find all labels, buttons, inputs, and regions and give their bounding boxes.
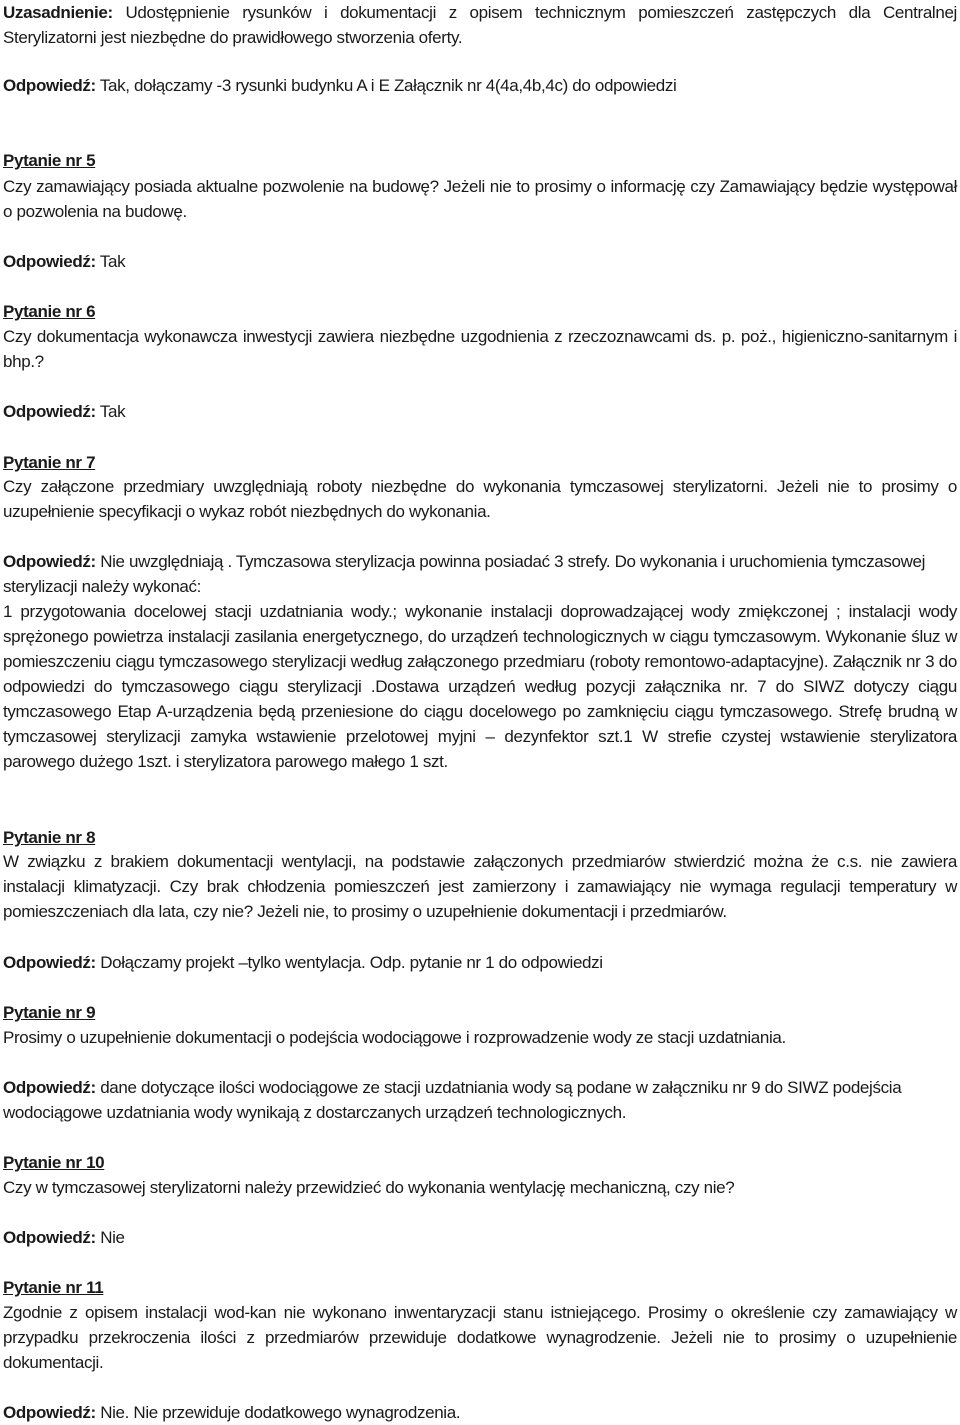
answer-paragraph [3, 1225, 957, 1250]
answer-label: Odpowiedź: [3, 1403, 96, 1422]
answer-paragraph [3, 549, 957, 599]
answer-text: Tak, dołączamy -3 rysunki budynku A i E Załącznik nr 4(4a,4b,4c) do odpowiedzi [99, 76, 677, 95]
question-text: Czy załączone przedmiary uwzględniają roboty niezbędne do wykonania tymczasowej sterylizatorni. Jeżeli nie to prosimy o uzupełnienie specyfikacji o wykaz robót niezbędnych do wykonania. [3, 477, 957, 521]
question-text: Czy w tymczasowej sterylizatorni należy przewidzieć do wykonania wentylację mechaniczną, czy nie? [3, 1178, 735, 1197]
justification-label: Uzasadnienie: [3, 3, 113, 22]
answer-text: dane dotyczące ilości wodociągowe ze stacji uzdatniania wody są podane w załączniku nr 9 do SIWZ podejścia wodociągowe uzdatniania wody wynikają z dostarczanych urządzeń technologicznych. [3, 1078, 902, 1122]
question-text: W związku z brakiem dokumentacji wentylacji, na podstawie załączonych przedmiarów stwierdzić można że c.s. nie zawiera instalacji klimatyzacji. Czy brak chłodzenia pomieszczeń jest zamierzony i zamawiający nie wymaga regulacji temperatury w pomieszczeniach dla lata, czy nie? Jeżeli nie, to prosimy o uzupełnienie dokumentacji i przedmiarów. [3, 852, 957, 921]
question-title: Pytanie nr 11 [3, 1278, 104, 1297]
answer-text: Nie [100, 1228, 125, 1247]
question-title: Pytanie nr 6 [3, 302, 96, 321]
answer-text: Tak [99, 402, 126, 421]
answer-paragraph [3, 249, 957, 274]
answer-paragraph [3, 1400, 957, 1425]
answer-details: 1 przygotowania docelowej stacji uzdatniania wody.; wykonanie instalacji doprowadzającej wody zmiękczonej ; instalacji wody sprężonego powietrza instalacji zasilania energetycznego, do urządzeń technologicznych w ciągu tymczasowym. Wykonanie śluz w pomieszczeniu ciągu tymczasowego sterylizacji według załączonego przedmiaru (roboty remontowo-adaptacyjne). Załącznik nr 3 do odpowiedzi do tymczasowego ciągu sterylizacji .Dostawa urządzeń według pozycji załącznika nr. 7 do SIWZ dotyczy ciągu tymczasowego Etap A-urządzenia będą przeniesione do ciągu docelowego po zamknięciu ciągu tymczasowego. Strefę brudną w tymczasowej sterylizacji zamyka wstawienie przelotowej myjni – dezynfektor szt.1 W strefie czystej wstawienie sterylizatora parowego dużego 1szt. i sterylizatora parowego małego 1 szt. [3, 602, 957, 771]
answer-label: Odpowiedź: [3, 953, 96, 972]
question-title: Pytanie nr 5 [3, 151, 96, 170]
answer-label: Odpowiedź: [3, 252, 96, 271]
answer-label: Odpowiedź: [3, 552, 96, 571]
answer-paragraph [3, 950, 957, 975]
answer-paragraph [3, 73, 957, 98]
answer-text: Nie. Nie przewiduje dodatkowego wynagrodzenia. [100, 1403, 461, 1422]
answer-text: Tak [99, 252, 126, 271]
question-title: Pytanie nr 7 [3, 453, 96, 472]
answer-text: Dołączamy projekt –tylko wentylacja. Odp. pytanie nr 1 do odpowiedzi [100, 953, 603, 972]
answer-label: Odpowiedź: [3, 76, 96, 95]
answer-label: Odpowiedź: [3, 1228, 96, 1247]
question-title: Pytanie nr 8 [3, 828, 96, 847]
question-title: Pytanie nr 10 [3, 1153, 105, 1172]
answer-label: Odpowiedź: [3, 1078, 96, 1097]
question-text: Prosimy o uzupełnienie dokumentacji o podejścia wodociągowe i rozprowadzenie wody ze stacji uzdatniania. [3, 1028, 786, 1047]
answer-paragraph [3, 1075, 957, 1125]
answer-text: Nie uwzględniają . Tymczasowa sterylizacja powinna posiadać 3 strefy. Do wykonania i uruchomienia tymczasowej sterylizacji należy wykonać: [3, 552, 926, 596]
question-text: Zgodnie z opisem instalacji wod-kan nie wykonano inwentaryzacji stanu istniejącego. Prosimy o określenie czy zamawiający w przypadku przekroczenia ilości z przedmiarów przewiduje dodatkowe wynagrodzenie. Jeżeli nie to prosimy o uzupełnienie dokumentacji. [3, 1303, 957, 1372]
answer-paragraph [3, 399, 957, 424]
question-title: Pytanie nr 9 [3, 1003, 96, 1022]
question-text: Czy zamawiający posiada aktualne pozwolenie na budowę? Jeżeli nie to prosimy o informację czy Zamawiający będzie występował o pozwolenia na budowę. [3, 177, 957, 221]
question-text: Czy dokumentacja wykonawcza inwestycji zawiera niezbędne uzgodnienia z rzeczoznawcami ds. p. poż., higieniczno-sanitarnym i bhp.? [3, 327, 957, 371]
justification-paragraph [3, 0, 957, 50]
justification-text: Udostępnienie rysunków i dokumentacji z opisem technicznym pomieszczeń zastępczych dla Centralnej Sterylizatorni jest niezbędne do prawidłowego stworzenia oferty. [3, 3, 957, 47]
answer-label: Odpowiedź: [3, 402, 96, 421]
